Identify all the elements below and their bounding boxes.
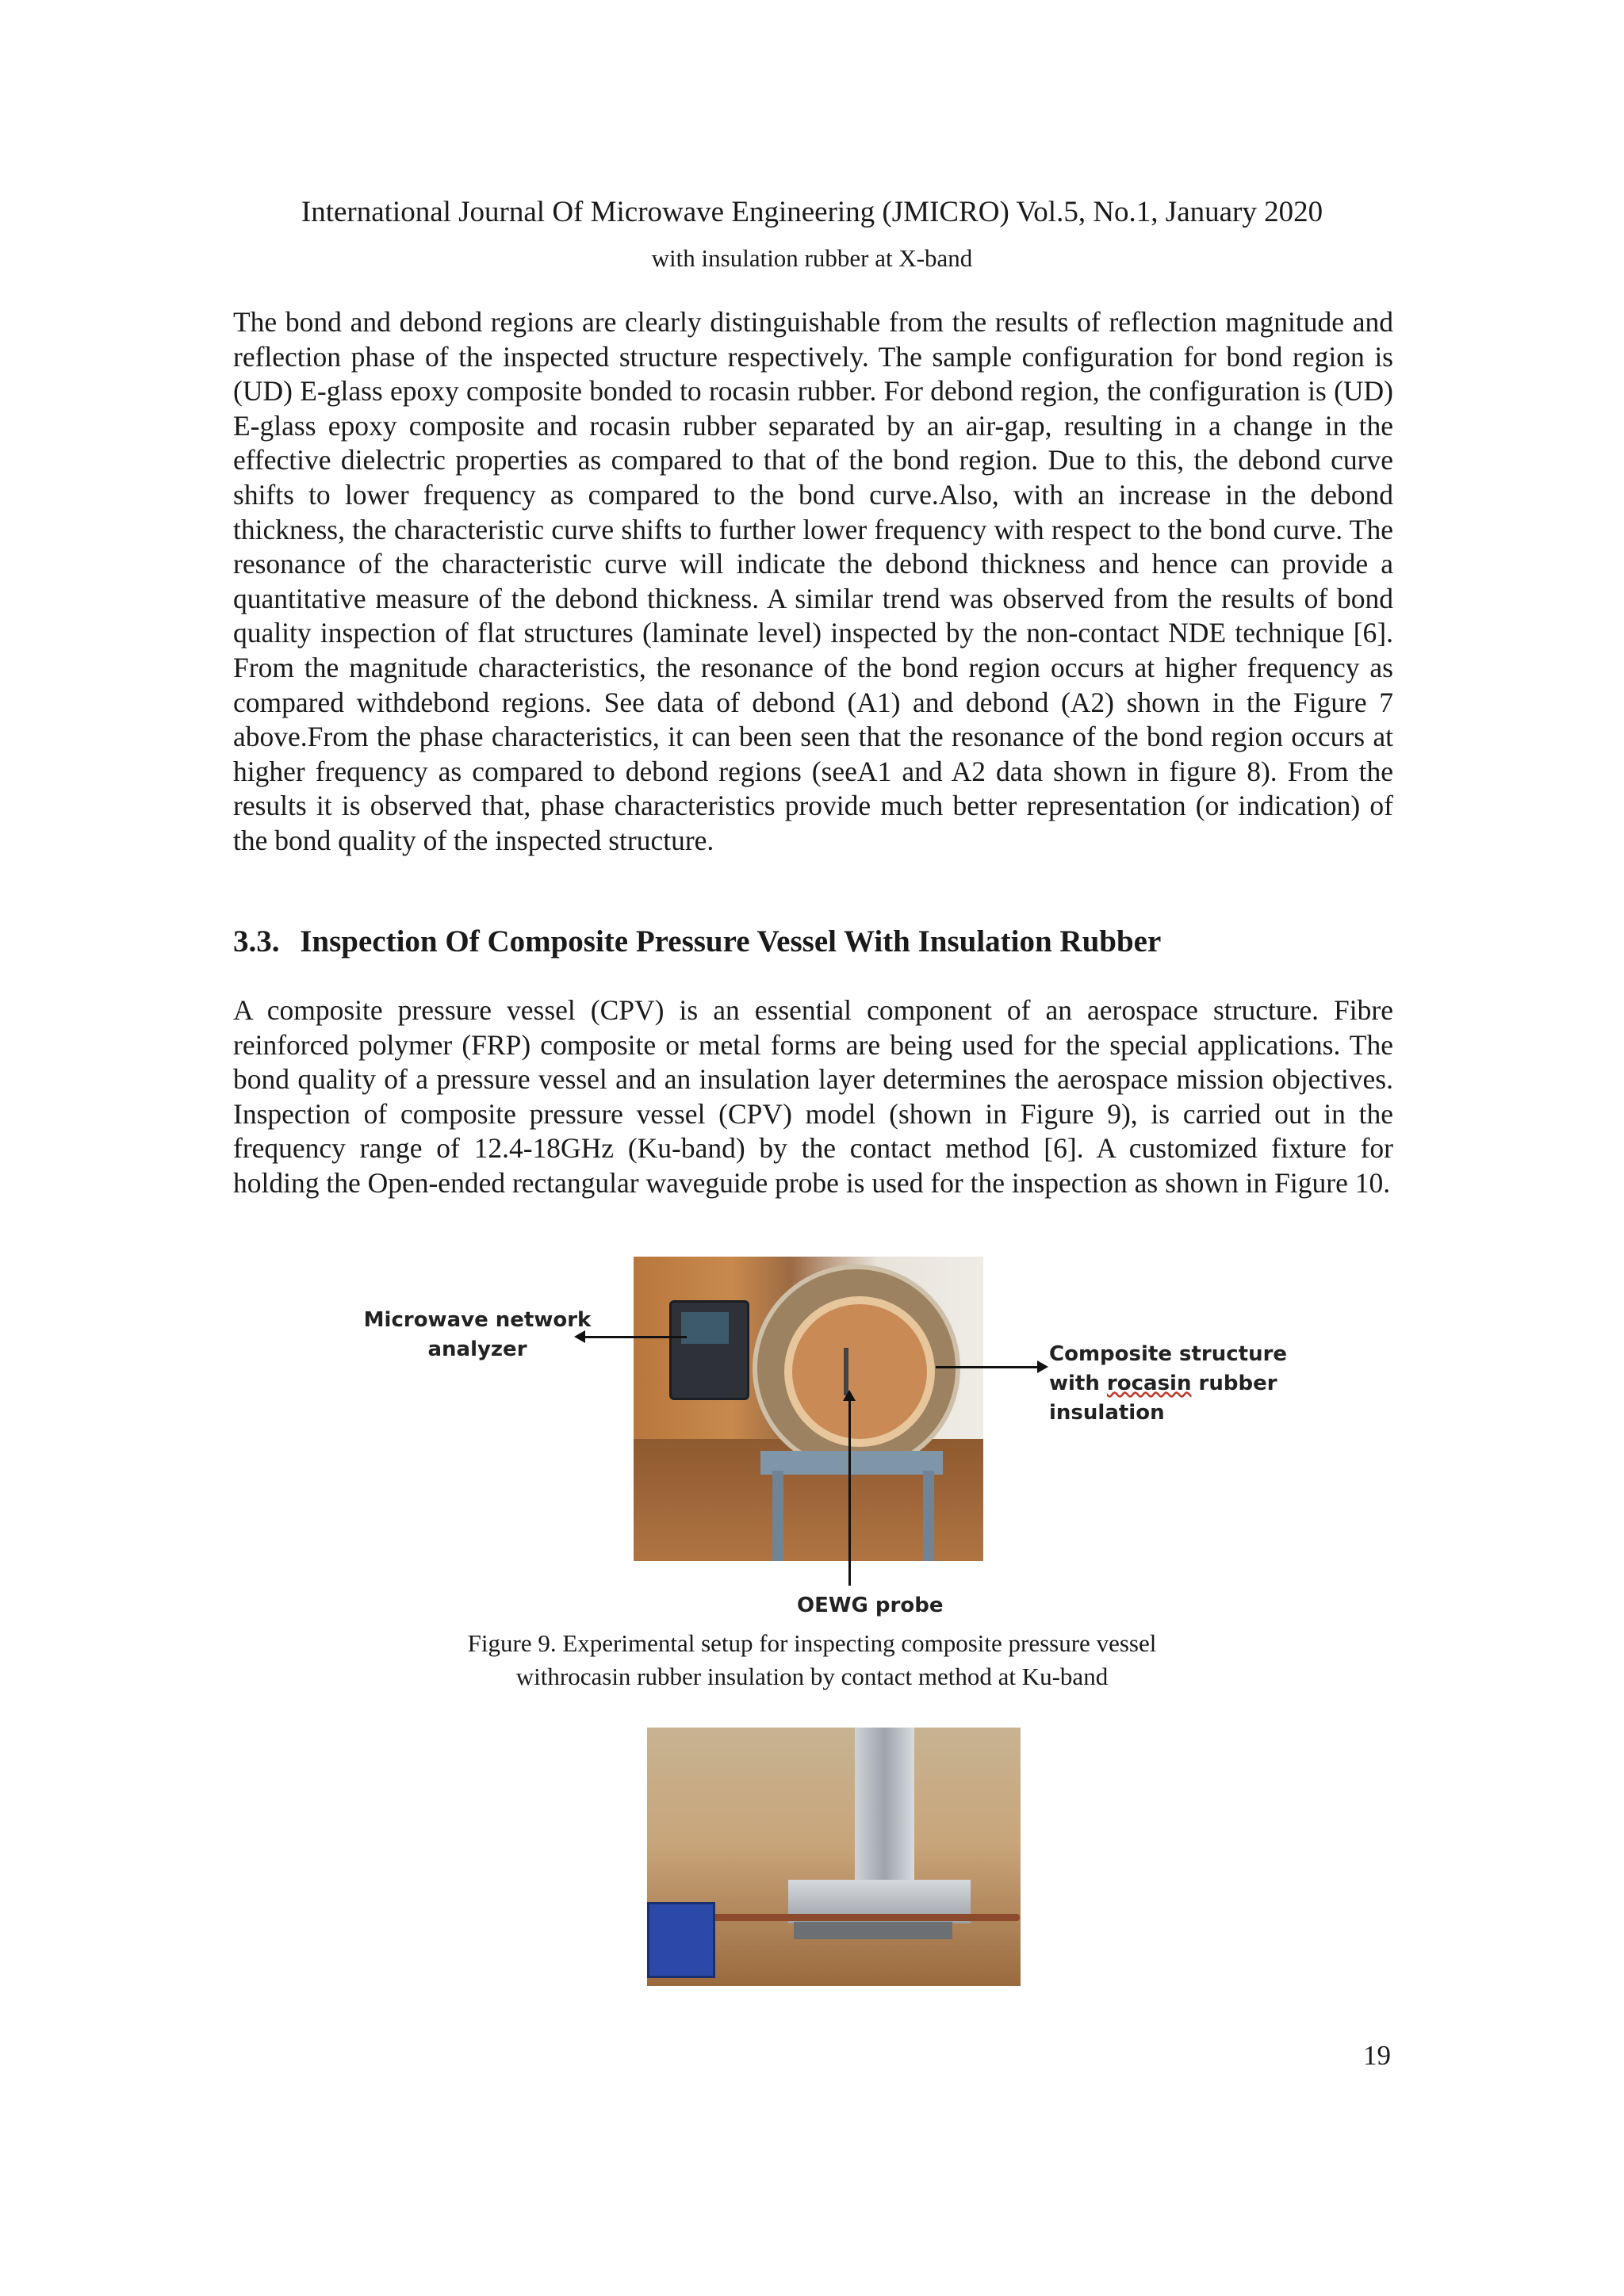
label-composite-rubber: rubber xyxy=(1191,1372,1277,1395)
caption-line2: withrocasin rubber insulation by contact method at Ku-band xyxy=(515,1663,1109,1690)
stand-shape xyxy=(760,1451,943,1475)
caption-line1: Figure 9. Experimental setup for inspecting composite pressure vessel xyxy=(467,1629,1157,1657)
paragraph-cpv: A composite pressure vessel (CPV) is an essential component of an aerospace structure. Fibre reinforced polymer (FRP) composite or metal forms are being used for the special applications. The bond quality of a pressure vessel and an insulation layer determines the aerospace mission objectives. Inspection of composite pressure vessel (CPV) model (shown in Figure 9), is carried out in the frequency range of 12.4-18GHz (Ku-band) by the contact method [6]. A customized fixture for holding the Open-ended rectangular waveguide probe is used for the inspection as shown in Figure 10. xyxy=(233,994,1393,1199)
label-probe: OEWG probe xyxy=(797,1594,944,1617)
label-analyzer-line1: Microwave network xyxy=(363,1308,592,1332)
running-subtitle: with insulation rubber at X-band xyxy=(651,244,973,272)
paragraph-bond-debond: The bond and debond regions are clearly distinguishable from the results of reflection magnitude and reflection phase of the inspected structure respectively. The sample configuration for bond region is (UD) E-glass epoxy composite bonded to rocasin rubber. For debond region, the configuration is (UD) E-glass epoxy composite and rocasin rubber separated by an air-gap, resulting in a change in the effective dielectric properties as compared to that of the bond region. Due to this, the debond curve shifts to lower frequency as compared to the bond curve.Also, with an increase in the debond thickness, the characteristic curve shifts to further lower frequency with respect to the bond curve. The resonance of the characteristic curve will indicate the debond thickness and hence can provide a quantitative measure of the debond thickness. A similar trend was observed from the results of bond quality inspection of flat structures (laminate level) inspected by the non-contact NDE technique [6]. From the magnitude characteristics, the resonance of the bond region occurs at higher frequency as compared withdebond regions. See data of debond (A1) and debond (A2) shown in the Figure 7 above.From the phase characteristics, it can been seen that the resonance of the bond region occurs at higher frequency as compared to debond regions (seeA1 and A2 data shown in figure 8). From the results it is observed that, phase characteristics provide much better representation (or indication) of the bond quality of the inspected structure. xyxy=(233,306,1393,856)
label-composite-line3: insulation xyxy=(1049,1401,1165,1425)
fixture-upright-shape xyxy=(855,1728,914,1898)
section-number: 3.3. xyxy=(233,924,280,959)
label-composite-line2 xyxy=(1049,1369,1287,1399)
label-analyzer-line2: analyzer xyxy=(427,1337,527,1361)
fixture-foot-shape xyxy=(794,1922,952,1939)
label-analyzer xyxy=(358,1306,596,1364)
stand-leg xyxy=(923,1471,934,1561)
probe-shape xyxy=(844,1348,848,1395)
label-composite-line1: Composite structure xyxy=(1049,1342,1288,1366)
label-composite xyxy=(1049,1340,1287,1428)
arrow-to-composite xyxy=(936,1366,1039,1368)
label-composite-rocasin: rocasin xyxy=(1106,1372,1192,1395)
label-composite-with: with xyxy=(1049,1372,1107,1395)
journal-header: International Journal Of Microwave Engineering (JMICRO) Vol.5, No.1, January 2020 xyxy=(301,196,1323,228)
cable-shape xyxy=(710,1914,1020,1921)
page-number: 19 xyxy=(1363,2040,1391,2071)
arrow-to-analyzer xyxy=(584,1336,687,1338)
stand-leg xyxy=(772,1471,783,1561)
arrow-to-probe xyxy=(848,1399,851,1586)
analyzer-screen-shape xyxy=(681,1312,729,1344)
vessel-inner-shape xyxy=(784,1296,935,1447)
figure-9 xyxy=(349,1257,1300,1621)
waveguide-probe-shape xyxy=(647,1902,715,1978)
section-heading xyxy=(233,924,1161,959)
fixture-photo xyxy=(647,1728,1021,1986)
figure-9-caption xyxy=(0,1627,1624,1693)
experimental-setup-photo xyxy=(634,1257,983,1561)
section-title: Inspection Of Composite Pressure Vessel With Insulation Rubber xyxy=(300,924,1162,959)
